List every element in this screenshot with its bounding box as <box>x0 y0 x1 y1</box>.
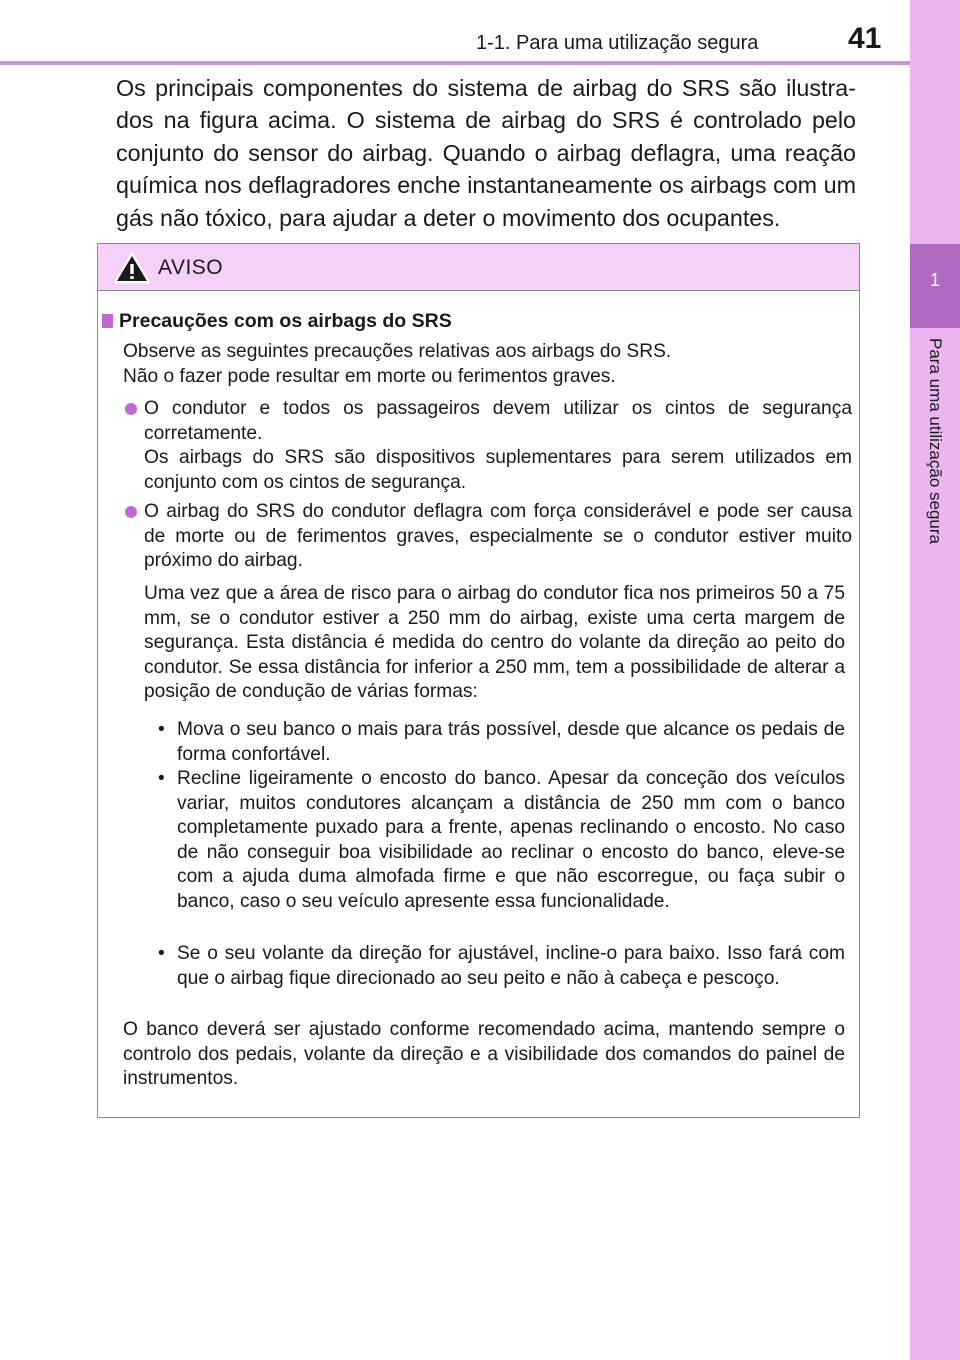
page-number: 41 <box>848 22 882 55</box>
header-rule <box>0 61 960 65</box>
dash-bullet-icon: • <box>158 943 165 964</box>
intro-paragraph: Os principais componentes do sistema de airbag do SRS são ilustra-dos na figura acima. O sistema de airbag do SRS é controlado pelo conjunto do sensor do airbag. Quando o airbag deflagra, uma reação química nos deflagradores enche instantaneamente os airbags com um gás não tóxico, para ajudar a deter o movimento dos ocupantes. <box>116 75 856 231</box>
circle-bullet-icon <box>125 506 137 518</box>
warning-triangle-icon <box>114 252 150 284</box>
warning-title: AVISO <box>158 256 224 279</box>
bullet-1-note: Os airbags do SRS são dispositivos suplementares para serem utilizados em conjunto com os cintos de segurança. <box>144 447 852 493</box>
dash-item-2: Recline ligeiramente o encosto do banco. Apesar da conceção dos veículos variar, muitos condutores alcançam a distância de 250 mm com o banco completamente puxado para a frente, apenas reclinando o encosto. No caso de não conseguir boa visibilidade ao reclinar o encosto do banco, eleve-se com a ajuda duma almofada firme e que não escorregue, ou faça subir o banco, caso o seu veículo apresente essa funcionalidade. <box>177 768 845 912</box>
warning-header <box>98 244 859 291</box>
warning-box <box>97 243 860 1118</box>
dash-bullet-icon: • <box>158 719 165 740</box>
warning-heading <box>102 309 452 334</box>
warning-closing: O banco deverá ser ajustado conforme recomendado acima, mantendo sempre o controlo dos pedais, volante da direção e a visibilidade dos comandos do painel de instrumentos. <box>123 1019 845 1089</box>
bullet-1-text: O condutor e todos os passageiros devem utilizar os cintos de segurança corretamente. <box>144 398 852 444</box>
chapter-number: 1 <box>929 270 940 290</box>
bullet-2-text: O airbag do SRS do condutor deflagra com força considerável e pode ser causa de morte ou de ferimentos graves, especialmente se o condutor estiver muito próximo do airbag. <box>144 501 852 571</box>
bullet-2-detail: Uma vez que a área de risco para o airbag do condutor fica nos primeiros 50 a 75 mm, se o condutor estiver a 250 mm do airbag, existe uma certa margem de segurança. Esta distância é medida do centro do volante da direção ao peito do condutor. Se essa distância for inferior a 250 mm, tem a possibilidade de alterar a posição de condução de várias formas: <box>144 583 845 702</box>
chapter-title-vertical: Para uma utilização segura <box>926 338 945 545</box>
section-title: 1-1. Para uma utilização segura <box>476 32 759 54</box>
warning-lead-2: Não o fazer pode resultar em morte ou ferimentos graves. <box>123 366 616 387</box>
dash-item-1: Mova o seu banco o mais para trás possível, desde que alcance os pedais de forma confortável. <box>177 719 845 765</box>
side-tab <box>910 0 960 1360</box>
warning-heading-text: Precauções com os airbags do SRS <box>119 310 452 332</box>
dash-bullet-icon: • <box>158 768 165 789</box>
warning-lead: Observe as seguintes precauções relativas aos airbags do SRS. <box>123 341 672 362</box>
dash-item-3: Se o seu volante da direção for ajustável, incline-o para baixo. Isso fará com que o airbag fique direcionado ao seu peito e não à cabeça e pescoço. <box>177 943 845 989</box>
circle-bullet-icon <box>125 403 137 415</box>
square-bullet-icon <box>102 314 113 328</box>
